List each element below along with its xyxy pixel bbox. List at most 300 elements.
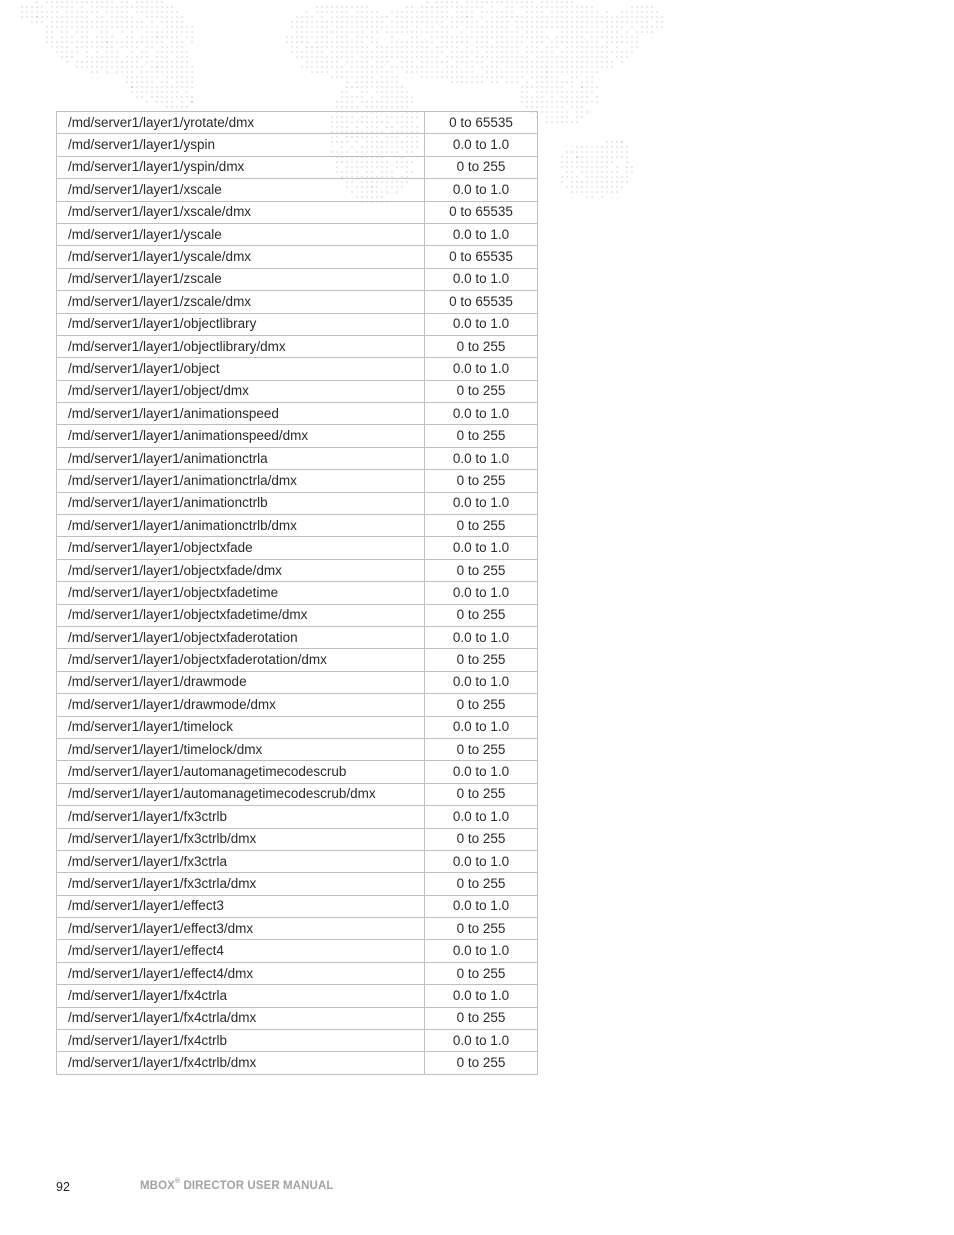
map-dot bbox=[326, 36, 328, 38]
map-dot bbox=[381, 51, 383, 53]
map-dot bbox=[436, 46, 438, 48]
map-dot bbox=[66, 21, 68, 23]
table-row bbox=[57, 291, 538, 313]
map-dot bbox=[626, 166, 628, 168]
osc-path-cell: /md/server1/layer1/yscale bbox=[57, 223, 425, 245]
map-dot bbox=[61, 21, 63, 23]
map-dot bbox=[311, 61, 313, 63]
osc-path-cell: /md/server1/layer1/fx4ctrla bbox=[57, 985, 425, 1007]
map-dot bbox=[386, 76, 388, 78]
map-dot bbox=[491, 1, 493, 3]
map-dot bbox=[81, 6, 83, 8]
map-dot bbox=[561, 16, 563, 18]
map-dot bbox=[396, 16, 398, 18]
map-dot bbox=[141, 11, 143, 13]
map-dot bbox=[111, 46, 113, 48]
map-dot bbox=[491, 21, 493, 23]
map-dot bbox=[156, 36, 158, 38]
map-dot bbox=[176, 36, 178, 38]
map-dot bbox=[21, 6, 23, 8]
map-dot bbox=[131, 86, 133, 88]
map-dot bbox=[446, 76, 448, 78]
map-dot bbox=[86, 46, 88, 48]
map-dot bbox=[371, 16, 373, 18]
map-dot bbox=[166, 76, 168, 78]
map-dot bbox=[396, 66, 398, 68]
map-dot bbox=[141, 6, 143, 8]
map-dot bbox=[356, 26, 358, 28]
map-dot bbox=[111, 51, 113, 53]
map-dot bbox=[176, 66, 178, 68]
osc-path-cell: /md/server1/layer1/objectxfaderotation/dmx bbox=[57, 649, 425, 671]
map-dot bbox=[61, 26, 63, 28]
map-dot bbox=[306, 41, 308, 43]
value-range-cell: 0.0 to 1.0 bbox=[425, 403, 538, 425]
map-dot bbox=[661, 26, 663, 28]
map-dot bbox=[151, 91, 153, 93]
map-dot bbox=[321, 6, 323, 8]
table-row bbox=[57, 873, 538, 895]
map-dot bbox=[461, 36, 463, 38]
map-dot bbox=[566, 91, 568, 93]
map-dot bbox=[466, 1, 468, 3]
map-dot bbox=[561, 116, 563, 118]
table-row bbox=[57, 470, 538, 492]
table-row bbox=[57, 559, 538, 581]
map-dot bbox=[286, 41, 288, 43]
map-dot bbox=[606, 171, 608, 173]
map-dot bbox=[401, 31, 403, 33]
map-dot bbox=[571, 31, 573, 33]
map-dot bbox=[596, 181, 598, 183]
map-dot bbox=[426, 71, 428, 73]
map-dot bbox=[586, 101, 588, 103]
map-dot bbox=[126, 71, 128, 73]
map-dot bbox=[506, 66, 508, 68]
map-dot bbox=[376, 71, 378, 73]
map-dot bbox=[46, 36, 48, 38]
map-dot bbox=[566, 156, 568, 158]
map-dot bbox=[541, 111, 543, 113]
map-dot bbox=[576, 66, 578, 68]
map-dot bbox=[636, 31, 638, 33]
map-dot bbox=[171, 21, 173, 23]
map-dot bbox=[356, 71, 358, 73]
map-dot bbox=[621, 41, 623, 43]
value-range-cell: 0.0 to 1.0 bbox=[425, 761, 538, 783]
map-dot bbox=[551, 81, 553, 83]
map-dot bbox=[581, 26, 583, 28]
map-dot bbox=[526, 96, 528, 98]
map-dot bbox=[576, 166, 578, 168]
table-row bbox=[57, 828, 538, 850]
map-dot bbox=[536, 86, 538, 88]
map-dot bbox=[116, 71, 118, 73]
map-dot bbox=[341, 71, 343, 73]
map-dot bbox=[476, 51, 478, 53]
map-dot bbox=[326, 46, 328, 48]
map-dot bbox=[436, 66, 438, 68]
map-dot bbox=[596, 46, 598, 48]
map-dot bbox=[621, 156, 623, 158]
table-row bbox=[57, 380, 538, 402]
map-dot bbox=[596, 96, 598, 98]
table-row bbox=[57, 716, 538, 738]
map-dot bbox=[646, 6, 648, 8]
map-dot bbox=[361, 41, 363, 43]
map-dot bbox=[526, 21, 528, 23]
map-dot bbox=[356, 96, 358, 98]
map-dot bbox=[441, 76, 443, 78]
map-dot bbox=[606, 156, 608, 158]
map-dot bbox=[501, 21, 503, 23]
map-dot bbox=[496, 66, 498, 68]
map-dot bbox=[611, 26, 613, 28]
map-dot bbox=[541, 101, 543, 103]
map-dot bbox=[501, 76, 503, 78]
map-dot bbox=[356, 51, 358, 53]
map-dot bbox=[626, 31, 628, 33]
map-dot bbox=[356, 86, 358, 88]
map-dot bbox=[306, 61, 308, 63]
map-dot bbox=[396, 46, 398, 48]
table-row bbox=[57, 447, 538, 469]
map-dot bbox=[366, 46, 368, 48]
map-dot bbox=[541, 71, 543, 73]
value-range-cell: 0 to 255 bbox=[425, 515, 538, 537]
map-dot bbox=[316, 11, 318, 13]
map-dot bbox=[461, 11, 463, 13]
map-dot bbox=[566, 116, 568, 118]
value-range-cell: 0 to 255 bbox=[425, 783, 538, 805]
map-dot bbox=[366, 91, 368, 93]
map-dot bbox=[536, 66, 538, 68]
map-dot bbox=[616, 56, 618, 58]
map-dot bbox=[411, 21, 413, 23]
map-dot bbox=[361, 91, 363, 93]
map-dot bbox=[291, 41, 293, 43]
map-dot bbox=[616, 181, 618, 183]
map-dot bbox=[121, 11, 123, 13]
map-dot bbox=[341, 51, 343, 53]
map-dot bbox=[346, 46, 348, 48]
value-range-cell: 0.0 to 1.0 bbox=[425, 179, 538, 201]
map-dot bbox=[71, 26, 73, 28]
map-dot bbox=[111, 66, 113, 68]
map-dot bbox=[591, 6, 593, 8]
map-dot bbox=[601, 161, 603, 163]
map-dot bbox=[601, 176, 603, 178]
map-dot bbox=[366, 51, 368, 53]
map-dot bbox=[436, 16, 438, 18]
map-dot bbox=[346, 41, 348, 43]
map-dot bbox=[151, 11, 153, 13]
map-dot bbox=[456, 61, 458, 63]
map-dot bbox=[86, 11, 88, 13]
map-dot bbox=[566, 71, 568, 73]
map-dot bbox=[611, 36, 613, 38]
map-dot bbox=[441, 26, 443, 28]
map-dot bbox=[131, 66, 133, 68]
map-dot bbox=[521, 56, 523, 58]
map-dot bbox=[431, 41, 433, 43]
osc-path-cell: /md/server1/layer1/animationctrlb bbox=[57, 492, 425, 514]
map-dot bbox=[431, 71, 433, 73]
map-dot bbox=[181, 71, 183, 73]
map-dot bbox=[546, 21, 548, 23]
map-dot bbox=[356, 61, 358, 63]
map-dot bbox=[56, 1, 58, 3]
map-dot bbox=[386, 26, 388, 28]
map-dot bbox=[131, 71, 133, 73]
map-dot bbox=[606, 146, 608, 148]
map-dot bbox=[521, 76, 523, 78]
map-dot bbox=[416, 26, 418, 28]
map-dot bbox=[396, 81, 398, 83]
map-dot bbox=[551, 26, 553, 28]
map-dot bbox=[476, 61, 478, 63]
osc-path-cell: /md/server1/layer1/animationctrlb/dmx bbox=[57, 515, 425, 537]
map-dot bbox=[576, 26, 578, 28]
map-dot bbox=[536, 36, 538, 38]
map-dot bbox=[561, 71, 563, 73]
map-dot bbox=[426, 51, 428, 53]
map-dot bbox=[561, 1, 563, 3]
map-dot bbox=[606, 56, 608, 58]
map-dot bbox=[626, 51, 628, 53]
map-dot bbox=[601, 151, 603, 153]
table-row bbox=[57, 918, 538, 940]
map-dot bbox=[451, 56, 453, 58]
map-dot bbox=[351, 66, 353, 68]
map-dot bbox=[401, 11, 403, 13]
map-dot bbox=[326, 26, 328, 28]
map-dot bbox=[561, 166, 563, 168]
map-dot bbox=[416, 41, 418, 43]
value-range-cell: 0.0 to 1.0 bbox=[425, 223, 538, 245]
map-dot bbox=[571, 46, 573, 48]
map-dot bbox=[466, 51, 468, 53]
osc-path-cell: /md/server1/layer1/objectxfadetime bbox=[57, 582, 425, 604]
map-dot bbox=[551, 96, 553, 98]
map-dot bbox=[581, 71, 583, 73]
map-dot bbox=[516, 46, 518, 48]
map-dot bbox=[111, 21, 113, 23]
map-dot bbox=[96, 6, 98, 8]
map-dot bbox=[66, 61, 68, 63]
map-dot bbox=[376, 16, 378, 18]
map-dot bbox=[626, 36, 628, 38]
map-dot bbox=[61, 16, 63, 18]
map-dot bbox=[356, 36, 358, 38]
map-dot bbox=[606, 161, 608, 163]
map-dot bbox=[336, 21, 338, 23]
map-dot bbox=[641, 6, 643, 8]
map-dot bbox=[146, 26, 148, 28]
map-dot bbox=[336, 61, 338, 63]
map-dot bbox=[161, 71, 163, 73]
map-dot bbox=[156, 51, 158, 53]
map-dot bbox=[351, 21, 353, 23]
map-dot bbox=[291, 26, 293, 28]
map-dot bbox=[486, 76, 488, 78]
map-dot bbox=[426, 61, 428, 63]
map-dot bbox=[461, 21, 463, 23]
map-dot bbox=[366, 71, 368, 73]
map-dot bbox=[481, 16, 483, 18]
map-dot bbox=[471, 51, 473, 53]
map-dot bbox=[601, 46, 603, 48]
map-dot bbox=[416, 16, 418, 18]
map-dot bbox=[526, 86, 528, 88]
map-dot bbox=[56, 41, 58, 43]
map-dot bbox=[426, 11, 428, 13]
map-dot bbox=[581, 51, 583, 53]
map-dot bbox=[611, 161, 613, 163]
map-dot bbox=[376, 86, 378, 88]
map-dot bbox=[576, 186, 578, 188]
map-dot bbox=[316, 71, 318, 73]
map-dot bbox=[381, 46, 383, 48]
table-row bbox=[57, 985, 538, 1007]
map-dot bbox=[481, 36, 483, 38]
osc-path-cell: /md/server1/layer1/xscale bbox=[57, 179, 425, 201]
map-dot bbox=[491, 51, 493, 53]
map-dot bbox=[86, 16, 88, 18]
map-dot bbox=[541, 106, 543, 108]
map-dot bbox=[71, 1, 73, 3]
map-dot bbox=[441, 1, 443, 3]
map-dot bbox=[111, 56, 113, 58]
map-dot bbox=[481, 1, 483, 3]
map-dot bbox=[96, 41, 98, 43]
map-dot bbox=[361, 16, 363, 18]
map-dot bbox=[466, 26, 468, 28]
map-dot bbox=[586, 181, 588, 183]
map-dot bbox=[141, 96, 143, 98]
map-dot bbox=[591, 186, 593, 188]
map-dot bbox=[621, 61, 623, 63]
map-dot bbox=[391, 101, 393, 103]
map-dot bbox=[421, 61, 423, 63]
map-dot bbox=[611, 176, 613, 178]
map-dot bbox=[591, 61, 593, 63]
map-dot bbox=[471, 31, 473, 33]
map-dot bbox=[91, 21, 93, 23]
map-dot bbox=[326, 66, 328, 68]
map-dot bbox=[556, 116, 558, 118]
map-dot bbox=[586, 156, 588, 158]
map-dot bbox=[146, 61, 148, 63]
map-dot bbox=[91, 41, 93, 43]
table-row bbox=[57, 358, 538, 380]
map-dot bbox=[506, 61, 508, 63]
map-dot bbox=[186, 81, 188, 83]
map-dot bbox=[166, 96, 168, 98]
map-dot bbox=[536, 46, 538, 48]
map-dot bbox=[481, 31, 483, 33]
map-dot bbox=[191, 86, 193, 88]
map-dot bbox=[561, 6, 563, 8]
map-dot bbox=[646, 31, 648, 33]
map-dot bbox=[591, 151, 593, 153]
map-dot bbox=[441, 61, 443, 63]
map-dot bbox=[316, 31, 318, 33]
map-dot bbox=[541, 21, 543, 23]
map-dot bbox=[456, 11, 458, 13]
table-row bbox=[57, 626, 538, 648]
map-dot bbox=[651, 11, 653, 13]
map-dot bbox=[551, 101, 553, 103]
map-dot bbox=[181, 81, 183, 83]
map-dot bbox=[641, 16, 643, 18]
map-dot bbox=[51, 21, 53, 23]
map-dot bbox=[286, 36, 288, 38]
map-dot bbox=[326, 41, 328, 43]
map-dot bbox=[331, 51, 333, 53]
map-dot bbox=[531, 36, 533, 38]
map-dot bbox=[396, 26, 398, 28]
map-dot bbox=[101, 66, 103, 68]
map-dot bbox=[381, 26, 383, 28]
map-dot bbox=[186, 91, 188, 93]
map-dot bbox=[421, 76, 423, 78]
map-dot bbox=[356, 31, 358, 33]
map-dot bbox=[306, 16, 308, 18]
map-dot bbox=[191, 96, 193, 98]
map-dot bbox=[586, 71, 588, 73]
map-dot bbox=[106, 46, 108, 48]
manual-title bbox=[140, 1180, 333, 1192]
map-dot bbox=[556, 61, 558, 63]
osc-path-cell: /md/server1/layer1/yspin/dmx bbox=[57, 156, 425, 178]
map-dot bbox=[496, 31, 498, 33]
map-dot bbox=[591, 181, 593, 183]
osc-command-table-body bbox=[57, 112, 538, 1075]
map-dot bbox=[486, 26, 488, 28]
map-dot bbox=[386, 81, 388, 83]
map-dot bbox=[571, 81, 573, 83]
map-dot bbox=[596, 86, 598, 88]
map-dot bbox=[161, 61, 163, 63]
map-dot bbox=[411, 66, 413, 68]
map-dot bbox=[46, 26, 48, 28]
map-dot bbox=[551, 116, 553, 118]
map-dot bbox=[546, 111, 548, 113]
map-dot bbox=[396, 21, 398, 23]
map-dot bbox=[461, 6, 463, 8]
map-dot bbox=[341, 26, 343, 28]
map-dot bbox=[576, 176, 578, 178]
map-dot bbox=[566, 11, 568, 13]
map-dot bbox=[601, 66, 603, 68]
map-dot bbox=[316, 6, 318, 8]
map-dot bbox=[171, 96, 173, 98]
map-dot bbox=[66, 56, 68, 58]
map-dot bbox=[516, 81, 518, 83]
map-dot bbox=[441, 31, 443, 33]
map-dot bbox=[161, 31, 163, 33]
map-dot bbox=[471, 21, 473, 23]
map-dot bbox=[571, 101, 573, 103]
map-dot bbox=[386, 16, 388, 18]
map-dot bbox=[401, 61, 403, 63]
map-dot bbox=[586, 81, 588, 83]
map-dot bbox=[76, 66, 78, 68]
map-dot bbox=[451, 66, 453, 68]
map-dot bbox=[291, 21, 293, 23]
map-dot bbox=[346, 56, 348, 58]
